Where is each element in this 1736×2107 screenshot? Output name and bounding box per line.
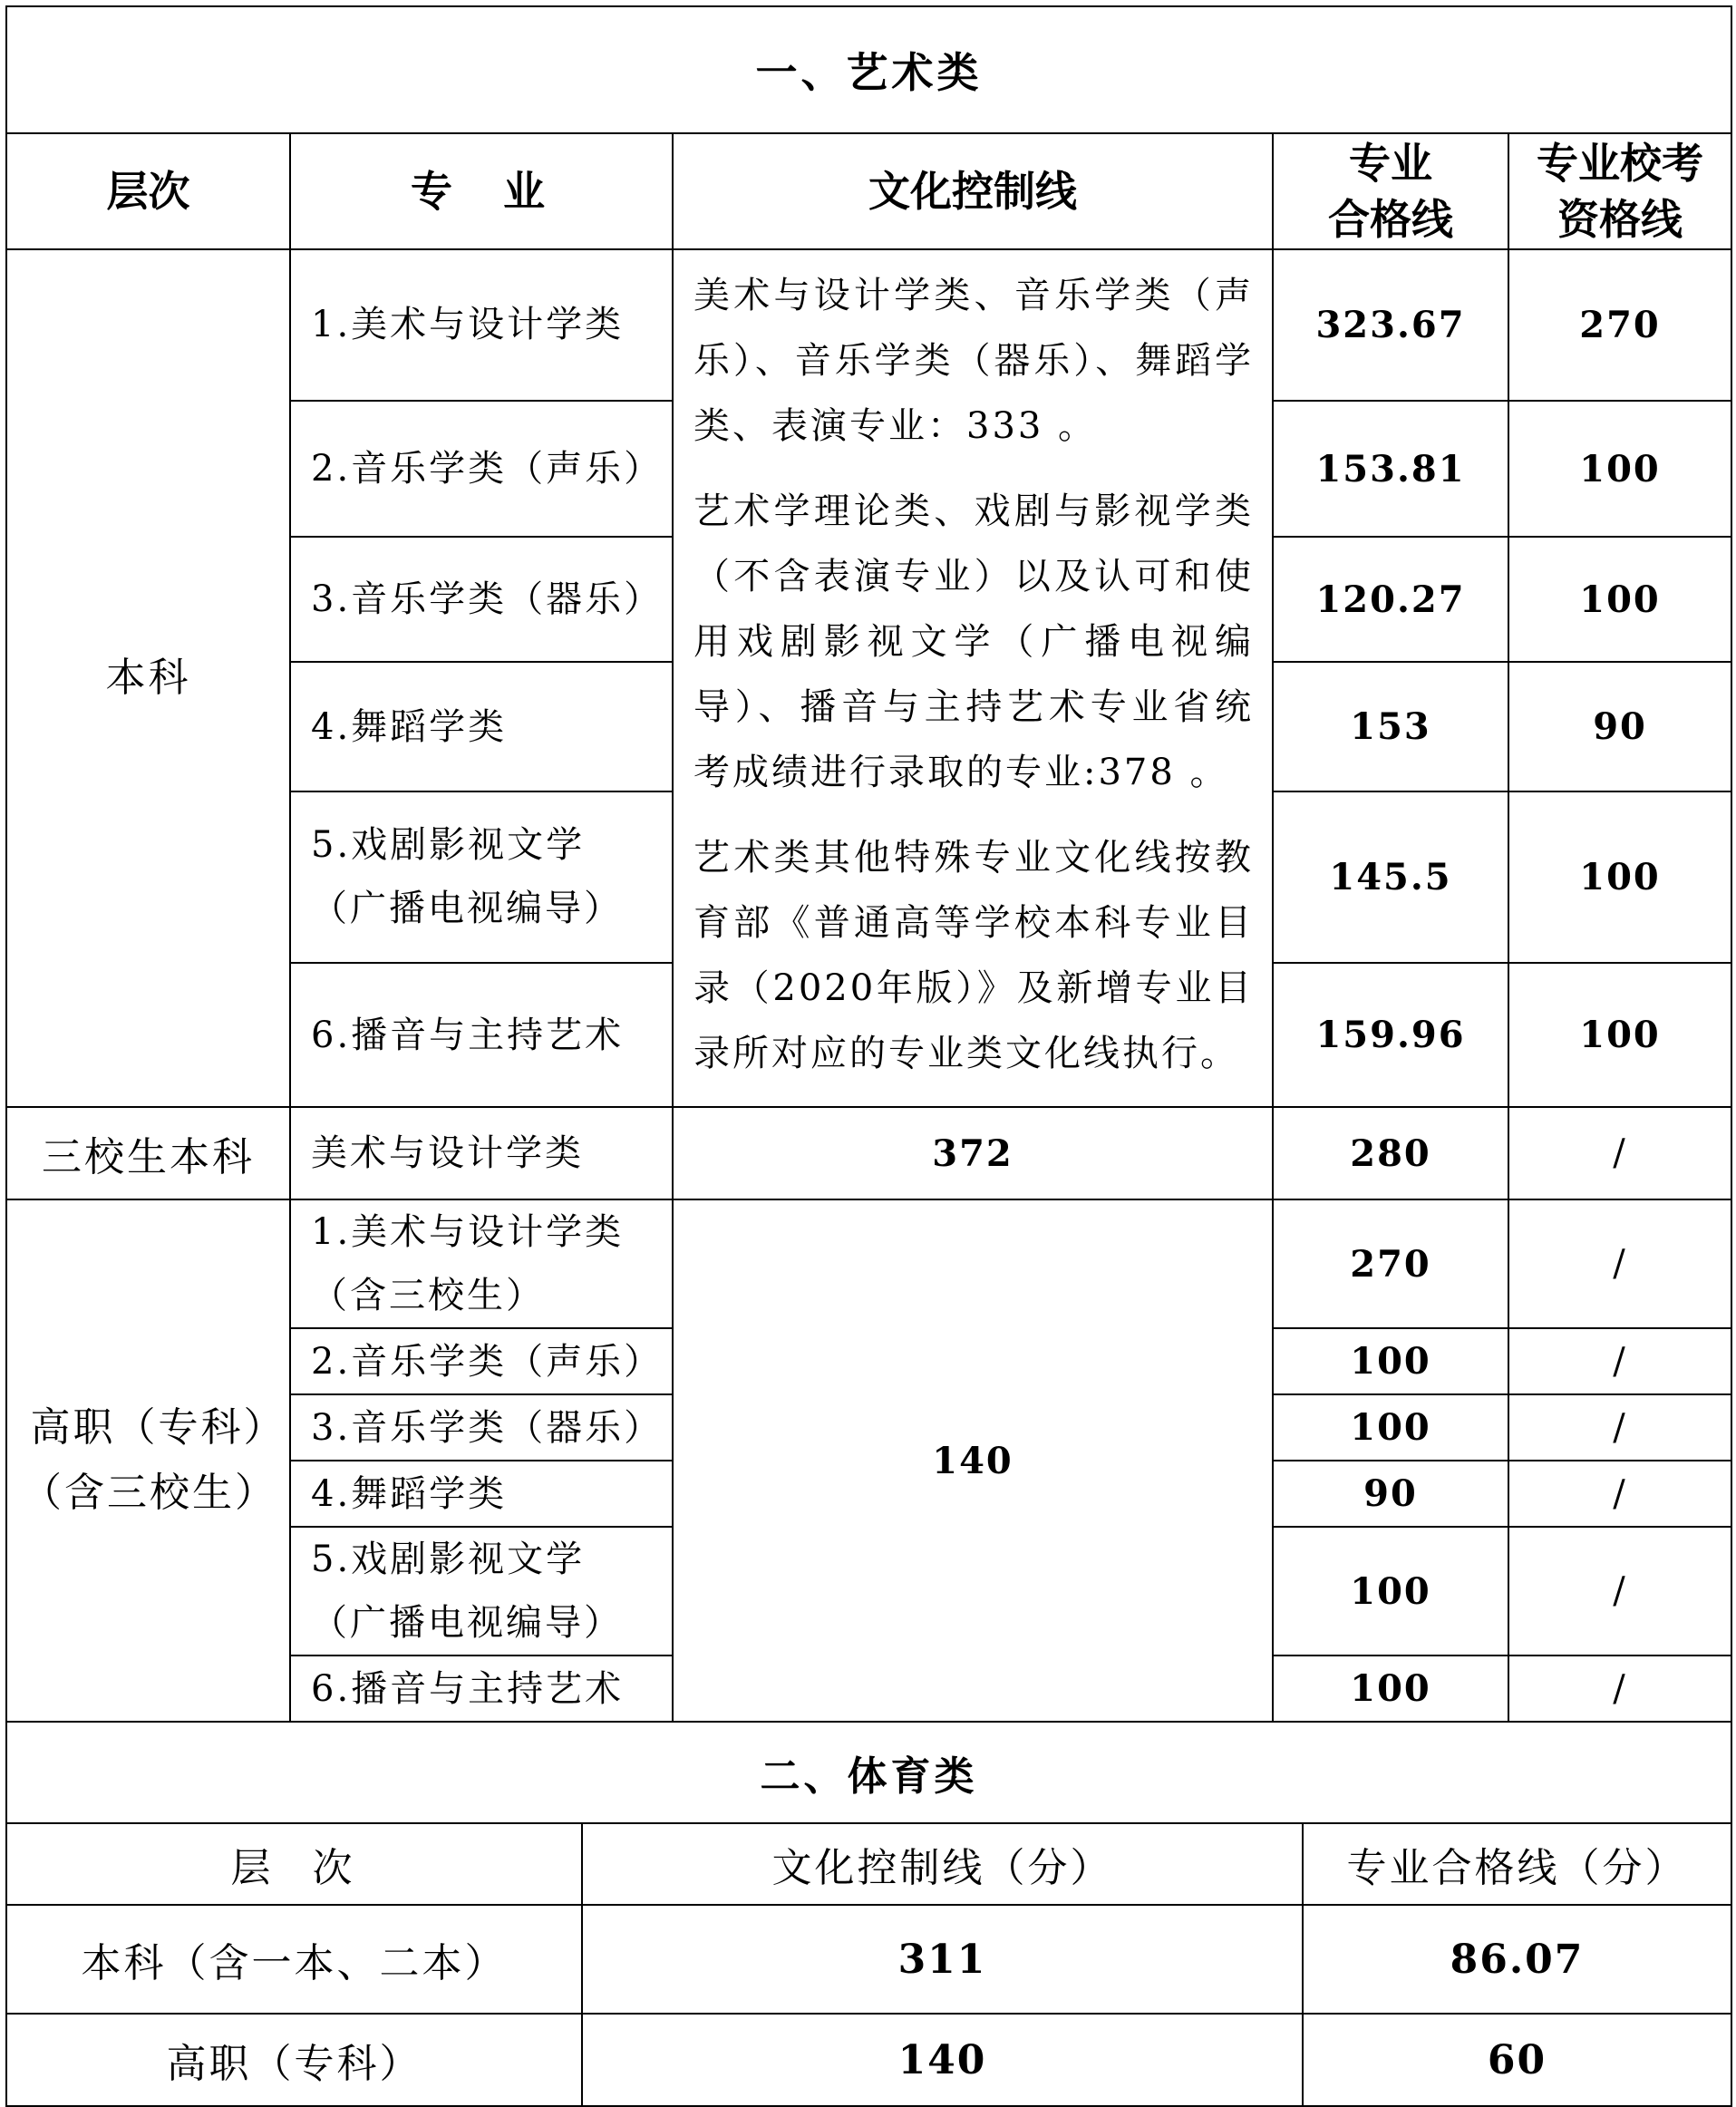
major-cell: 3.音乐学类（器乐） xyxy=(290,1394,673,1461)
pass-line-cell: 120.27 xyxy=(1273,537,1508,662)
header-culture-line: 文化控制线 xyxy=(673,133,1273,249)
exam-line-cell: 100 xyxy=(1508,963,1731,1107)
major-cell: 3.音乐学类（器乐） xyxy=(290,537,673,662)
exam-line-cell: 90 xyxy=(1508,662,1731,791)
level-sanxiao: 三校生本科 xyxy=(6,1107,290,1199)
culture-line-cell: 140 xyxy=(673,1199,1273,1722)
major-cell xyxy=(290,791,673,964)
pass-line-cell: 270 xyxy=(1273,1199,1508,1328)
major-cell: 6.播音与主持艺术 xyxy=(290,1656,673,1722)
major-cell xyxy=(290,1199,673,1328)
exam-line-cell: / xyxy=(1508,1461,1731,1527)
header-school-exam-line xyxy=(1508,133,1731,249)
major-cell: 2.音乐学类（声乐） xyxy=(290,1328,673,1394)
major-cell xyxy=(290,1527,673,1656)
exam-line-cell: / xyxy=(1508,1328,1731,1394)
art-table xyxy=(5,5,1732,1723)
header-level: 层次 xyxy=(6,133,290,249)
sports-level-cell: 本科（含一本、二本） xyxy=(6,1905,582,2014)
table-row xyxy=(6,2014,1731,2106)
sports-culture-cell: 311 xyxy=(582,1905,1303,2014)
pass-line-cell: 153.81 xyxy=(1273,401,1508,537)
pass-line-cell: 153 xyxy=(1273,662,1508,791)
header-professional-pass-line-2: 合格线 xyxy=(1328,195,1453,244)
level-gaozhi: 高职（专科）（含三校生） xyxy=(6,1199,290,1722)
exam-line-cell: / xyxy=(1508,1527,1731,1656)
pass-line-cell: 100 xyxy=(1273,1527,1508,1656)
major-cell: 4.舞蹈学类 xyxy=(290,1461,673,1527)
major-line-1: 1.美术与设计学类 xyxy=(311,1211,625,1253)
sports-level-cell: 高职（专科） xyxy=(6,2014,582,2106)
culture-note: 美术与设计学类、音乐学类（声乐）、音乐学类（器乐）、舞蹈学类、表演专业：333 。 xyxy=(693,275,1254,447)
pass-line-cell: 159.96 xyxy=(1273,963,1508,1107)
table-row xyxy=(6,1107,1731,1199)
sports-header-pass: 专业合格线（分） xyxy=(1303,1823,1731,1905)
header-professional-pass-line xyxy=(1273,133,1508,249)
sports-header-culture: 文化控制线（分） xyxy=(582,1823,1303,1905)
exam-line-cell: / xyxy=(1508,1656,1731,1722)
sports-pass-cell: 60 xyxy=(1303,2014,1731,2106)
pass-line-cell: 100 xyxy=(1273,1394,1508,1461)
pass-line-cell: 323.67 xyxy=(1273,249,1508,401)
major-cell: 1.美术与设计学类 xyxy=(290,249,673,401)
major-cell: 6.播音与主持艺术 xyxy=(290,963,673,1107)
sports-table xyxy=(5,1721,1732,2107)
exam-line-cell: 270 xyxy=(1508,249,1731,401)
admission-score-document xyxy=(5,5,1731,2087)
art-section-title: 一、艺术类 xyxy=(6,6,1731,133)
table-row xyxy=(6,1905,1731,2014)
header-school-exam-line-1: 专业校考 xyxy=(1537,139,1704,188)
sports-pass-cell: 86.07 xyxy=(1303,1905,1731,2014)
major-cell: 4.舞蹈学类 xyxy=(290,662,673,791)
culture-line-cell: 372 xyxy=(673,1107,1273,1199)
table-row xyxy=(6,249,1731,401)
level-benke: 本科 xyxy=(6,249,290,1107)
major-line-2: （广播电视编导） xyxy=(311,1602,623,1644)
culture-note: 艺术学理论类、戏剧与影视学类（不含表演专业）以及认可和使用戏剧影视文学（广播电视编导）、播音与主持艺术专业省统考成绩进行录取的专业:378 。 xyxy=(693,490,1254,793)
major-line-2: （广播电视编导） xyxy=(311,888,623,930)
major-line-1: 5.戏剧影视文学 xyxy=(311,1539,586,1580)
culture-note: 艺术类其他特殊专业文化线按教育部《普通高等学校本科专业目录（2020年版）》及新增专业目录所对应的专业类文化线执行。 xyxy=(693,837,1254,1074)
exam-line-cell: / xyxy=(1508,1394,1731,1461)
major-cell: 美术与设计学类 xyxy=(290,1107,673,1199)
pass-line-cell: 100 xyxy=(1273,1656,1508,1722)
exam-line-cell: 100 xyxy=(1508,401,1731,537)
pass-line-cell: 145.5 xyxy=(1273,791,1508,964)
pass-line-cell: 280 xyxy=(1273,1107,1508,1199)
sports-section-title: 二、体育类 xyxy=(6,1722,1731,1823)
exam-line-cell: / xyxy=(1508,1199,1731,1328)
exam-line-cell: 100 xyxy=(1508,791,1731,964)
pass-line-cell: 90 xyxy=(1273,1461,1508,1527)
culture-notes-cell xyxy=(673,249,1273,1107)
header-major: 专 业 xyxy=(290,133,673,249)
major-line-1: 5.戏剧影视文学 xyxy=(311,824,586,867)
major-cell: 2.音乐学类（声乐） xyxy=(290,401,673,537)
pass-line-cell: 100 xyxy=(1273,1328,1508,1394)
sports-header-level: 层 次 xyxy=(6,1823,582,1905)
header-school-exam-line-2: 资格线 xyxy=(1557,195,1683,244)
table-row xyxy=(6,1199,1731,1328)
exam-line-cell: 100 xyxy=(1508,537,1731,662)
exam-line-cell: / xyxy=(1508,1107,1731,1199)
major-line-2: （含三校生） xyxy=(311,1275,545,1316)
header-professional-pass-line-1: 专业 xyxy=(1349,139,1432,188)
sports-culture-cell: 140 xyxy=(582,2014,1303,2106)
